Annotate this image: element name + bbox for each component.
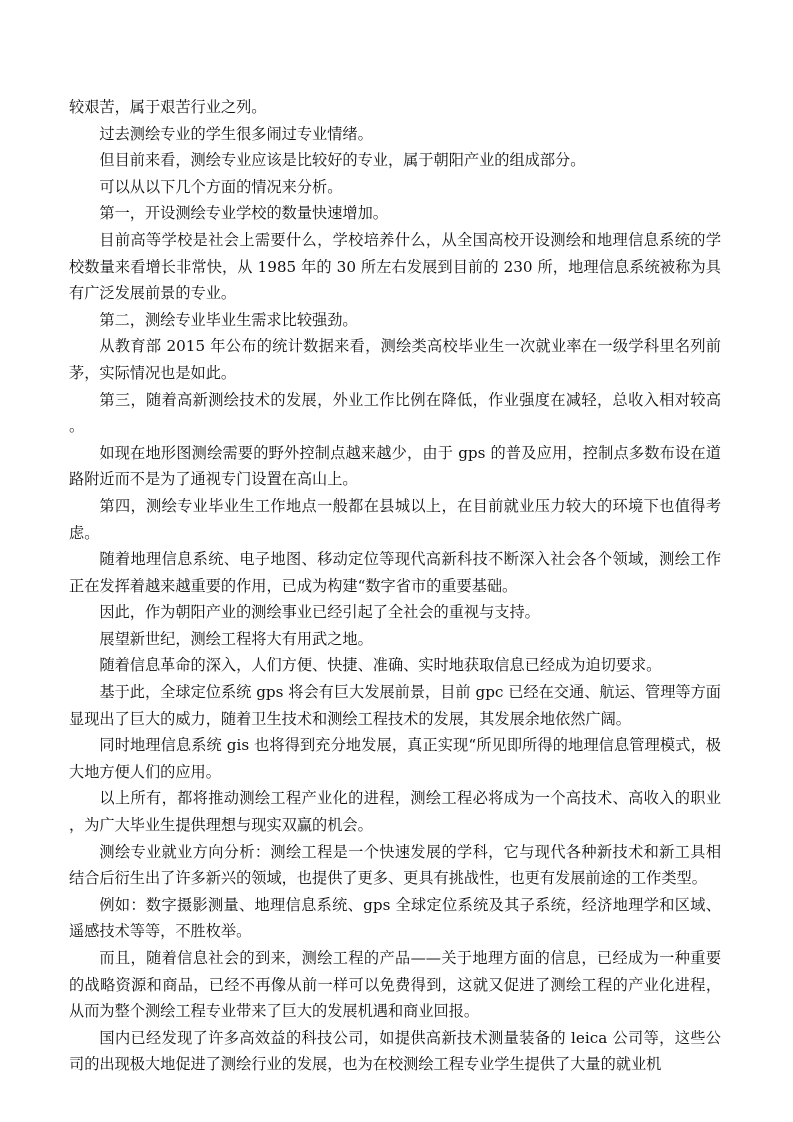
paragraph-7: 第二，测绘专业毕业生需求比较强劲。: [99, 310, 358, 329]
paragraph-8: 从教育部 2015 年公布的统计数据来看，测绘类高校毕业生一次就业率在一级学科里名列前茅，实际情况也是如此。: [69, 337, 721, 382]
paragraph-11: 第四，测绘专业毕业生工作地点一般都在县城以上，在目前就业压力较大的环境下也值得考虑。: [69, 496, 721, 542]
paragraph-12: 随着地理信息系统、电子地图、移动定位等现代高新科技不断深入社会各个领域，测绘工作正在发挥着越来越重要的作用，已成为构建“数字省市的重要基础。: [69, 550, 721, 595]
paragraph-15: 随着信息革命的深入，人们方便、快捷、准确、实时地获取信息已经成为迫切要求。: [99, 656, 662, 675]
paragraph-19: 测绘专业就业方向分析：测绘工程是一个快速发展的学科，它与现代各种新技术和新工具相结合后衍生出了许多新兴的领域，也提供了更多、更具有挑战性，也更有发展前途的工作类型。: [69, 842, 721, 888]
paragraph-3: 但目前来看，测绘专业应该是比较好的专业，属于朝阳产业的组成部分。: [99, 151, 586, 170]
paragraph-9: 第三，随着高新测绘技术的发展，外业工作比例在降低，作业强度在减轻，总收入相对较高。: [69, 390, 721, 436]
paragraph-5: 第一，开设测绘专业学校的数量快速增加。: [99, 204, 388, 223]
paragraph-10: 如现在地形图测绘需要的野外控制点越来越少，由于 gps 的普及应用，控制点多数布设在道路附近而不是为了通视专门设置在高山上。: [69, 443, 721, 489]
paragraph-2: 过去测绘专业的学生很多闹过专业情绪。: [99, 124, 373, 143]
paragraph-20: 例如：数字摄影测量、地理信息系统、gps 全球定位系统及其子系统，经济地理学和区域、遥感技术等等，不胜枚举。: [69, 895, 721, 941]
paragraph-13: 因此，作为朝阳产业的测绘事业已经引起了全社会的重视与支持。: [99, 603, 540, 622]
paragraph-14: 展望新世纪，测绘工程将大有用武之地。: [99, 629, 373, 648]
paragraph-22: 国内已经发现了许多高效益的科技公司，如提供高新技术测量装备的 leica 公司等，这些公司的出现极大地促进了测绘行业的发展，也为在校测绘工程专业学生提供了大量的就业机: [69, 1028, 721, 1074]
document-body: [69, 94, 721, 1078]
paragraph-21: 而且，随着信息社会的到来，测绘工程的产品——关于地理方面的信息，已经成为一种重要的战略资源和商品，已经不再像从前一样可以免费得到，这就又促进了测绘工程的产业化进程，从而为整个测绘工程专业带来了巨大的发展机遇和商业回报。: [69, 949, 721, 1021]
paragraph-17: 同时地理信息系统 gis 也将得到充分地发展，真正实现“所见即所得的地理信息管理模式，极大地方便人们的应用。: [69, 736, 721, 781]
paragraph-18: 以上所有，都将推动测绘工程产业化的进程，测绘工程必将成为一个高技术、高收入的职业，为广大毕业生提供理想与现实双赢的机会。: [69, 789, 721, 835]
paragraph-1: 较艰苦，属于艰苦行业之列。: [69, 98, 267, 116]
paragraph-16: 基于此，全球定位系统 gps 将会有巨大发展前景，目前 gpc 已经在交通、航运、管理等方面显现出了巨大的威力，随着卫生技术和测绘工程技术的发展，其发展余地依然广阔。: [69, 683, 721, 728]
paragraph-4: 可以从以下几个方面的情况来分析。: [99, 177, 343, 196]
paragraph-6: 目前高等学校是社会上需要什么，学校培养什么，从全国高校开设测绘和地理信息系统的学校数量来看增长非常快，从 1985 年的 30 所左右发展到目前的 230 所，地理信息系统被称为具有广泛发展前景的专业。: [69, 230, 721, 303]
